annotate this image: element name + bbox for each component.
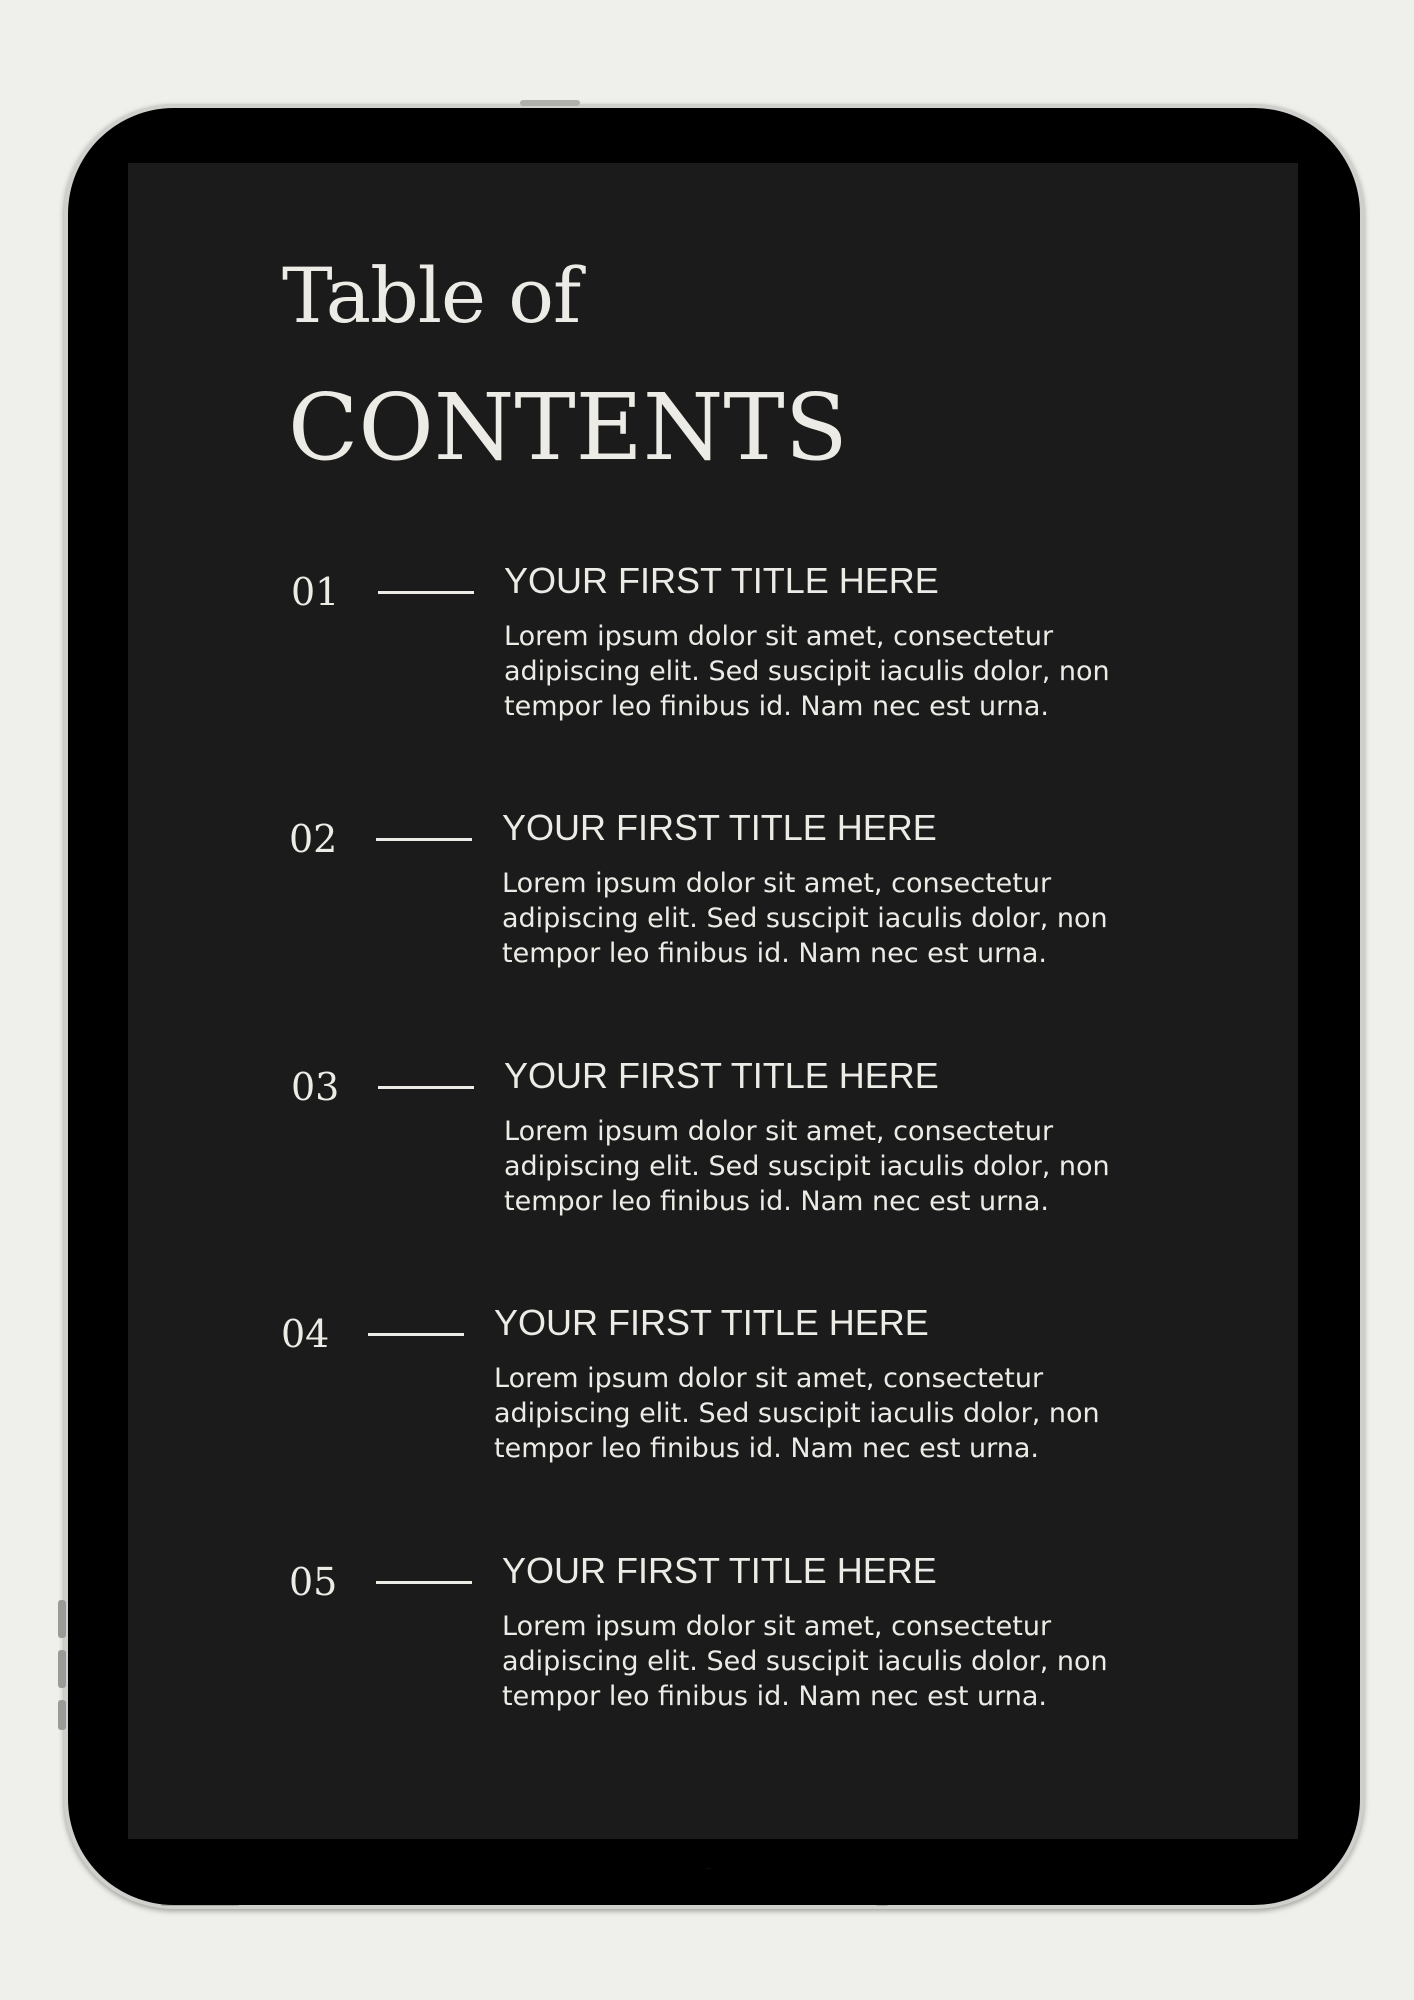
tablet-side-button	[58, 1700, 66, 1730]
tablet-volume-down-button	[58, 1650, 66, 1688]
toc-entry-description: Lorem ipsum dolor sit amet, consectetur adipiscing elit. Sed suscipit iaculis dolor, non tempor leo finibus id. Nam nec est urna.	[502, 868, 1108, 969]
page-title-line1: Table of	[282, 251, 581, 340]
toc-entry-divider	[378, 591, 474, 594]
toc-entry-description: Lorem ipsum dolor sit amet, consectetur adipiscing elit. Sed suscipit iaculis dolor, non tempor leo finibus id. Nam nec est urna.	[494, 1363, 1100, 1464]
toc-entry-number: 05	[289, 1560, 338, 1604]
toc-entry-title: YOUR FIRST TITLE HERE	[502, 1550, 937, 1591]
toc-entry-number: 03	[291, 1065, 340, 1109]
toc-entry-divider	[376, 1581, 472, 1584]
toc-entry-divider	[368, 1333, 464, 1336]
toc-entry-number: 02	[289, 817, 338, 861]
toc-entry-description: Lorem ipsum dolor sit amet, consectetur adipiscing elit. Sed suscipit iaculis dolor, non tempor leo finibus id. Nam nec est urna.	[502, 1611, 1108, 1712]
toc-entry-number: 04	[281, 1312, 330, 1356]
toc-entry-title: YOUR FIRST TITLE HERE	[502, 807, 937, 848]
tablet-volume-up-button	[58, 1600, 66, 1638]
toc-entry-divider	[376, 838, 472, 841]
toc-entry-divider	[378, 1086, 474, 1089]
page-title-line2: CONTENTS	[288, 374, 848, 481]
toc-entry-description: Lorem ipsum dolor sit amet, consectetur adipiscing elit. Sed suscipit iaculis dolor, non tempor leo finibus id. Nam nec est urna.	[504, 621, 1110, 722]
toc-entry-title: YOUR FIRST TITLE HERE	[504, 1055, 939, 1096]
toc-entry-title: YOUR FIRST TITLE HERE	[504, 560, 939, 601]
tablet-top-button	[520, 100, 580, 106]
toc-entry-number: 01	[291, 570, 340, 614]
camera-icon: ··	[706, 1864, 712, 1873]
toc-entry-description: Lorem ipsum dolor sit amet, consectetur adipiscing elit. Sed suscipit iaculis dolor, non tempor leo finibus id. Nam nec est urna.	[504, 1116, 1110, 1217]
toc-entry-title: YOUR FIRST TITLE HERE	[494, 1302, 929, 1343]
